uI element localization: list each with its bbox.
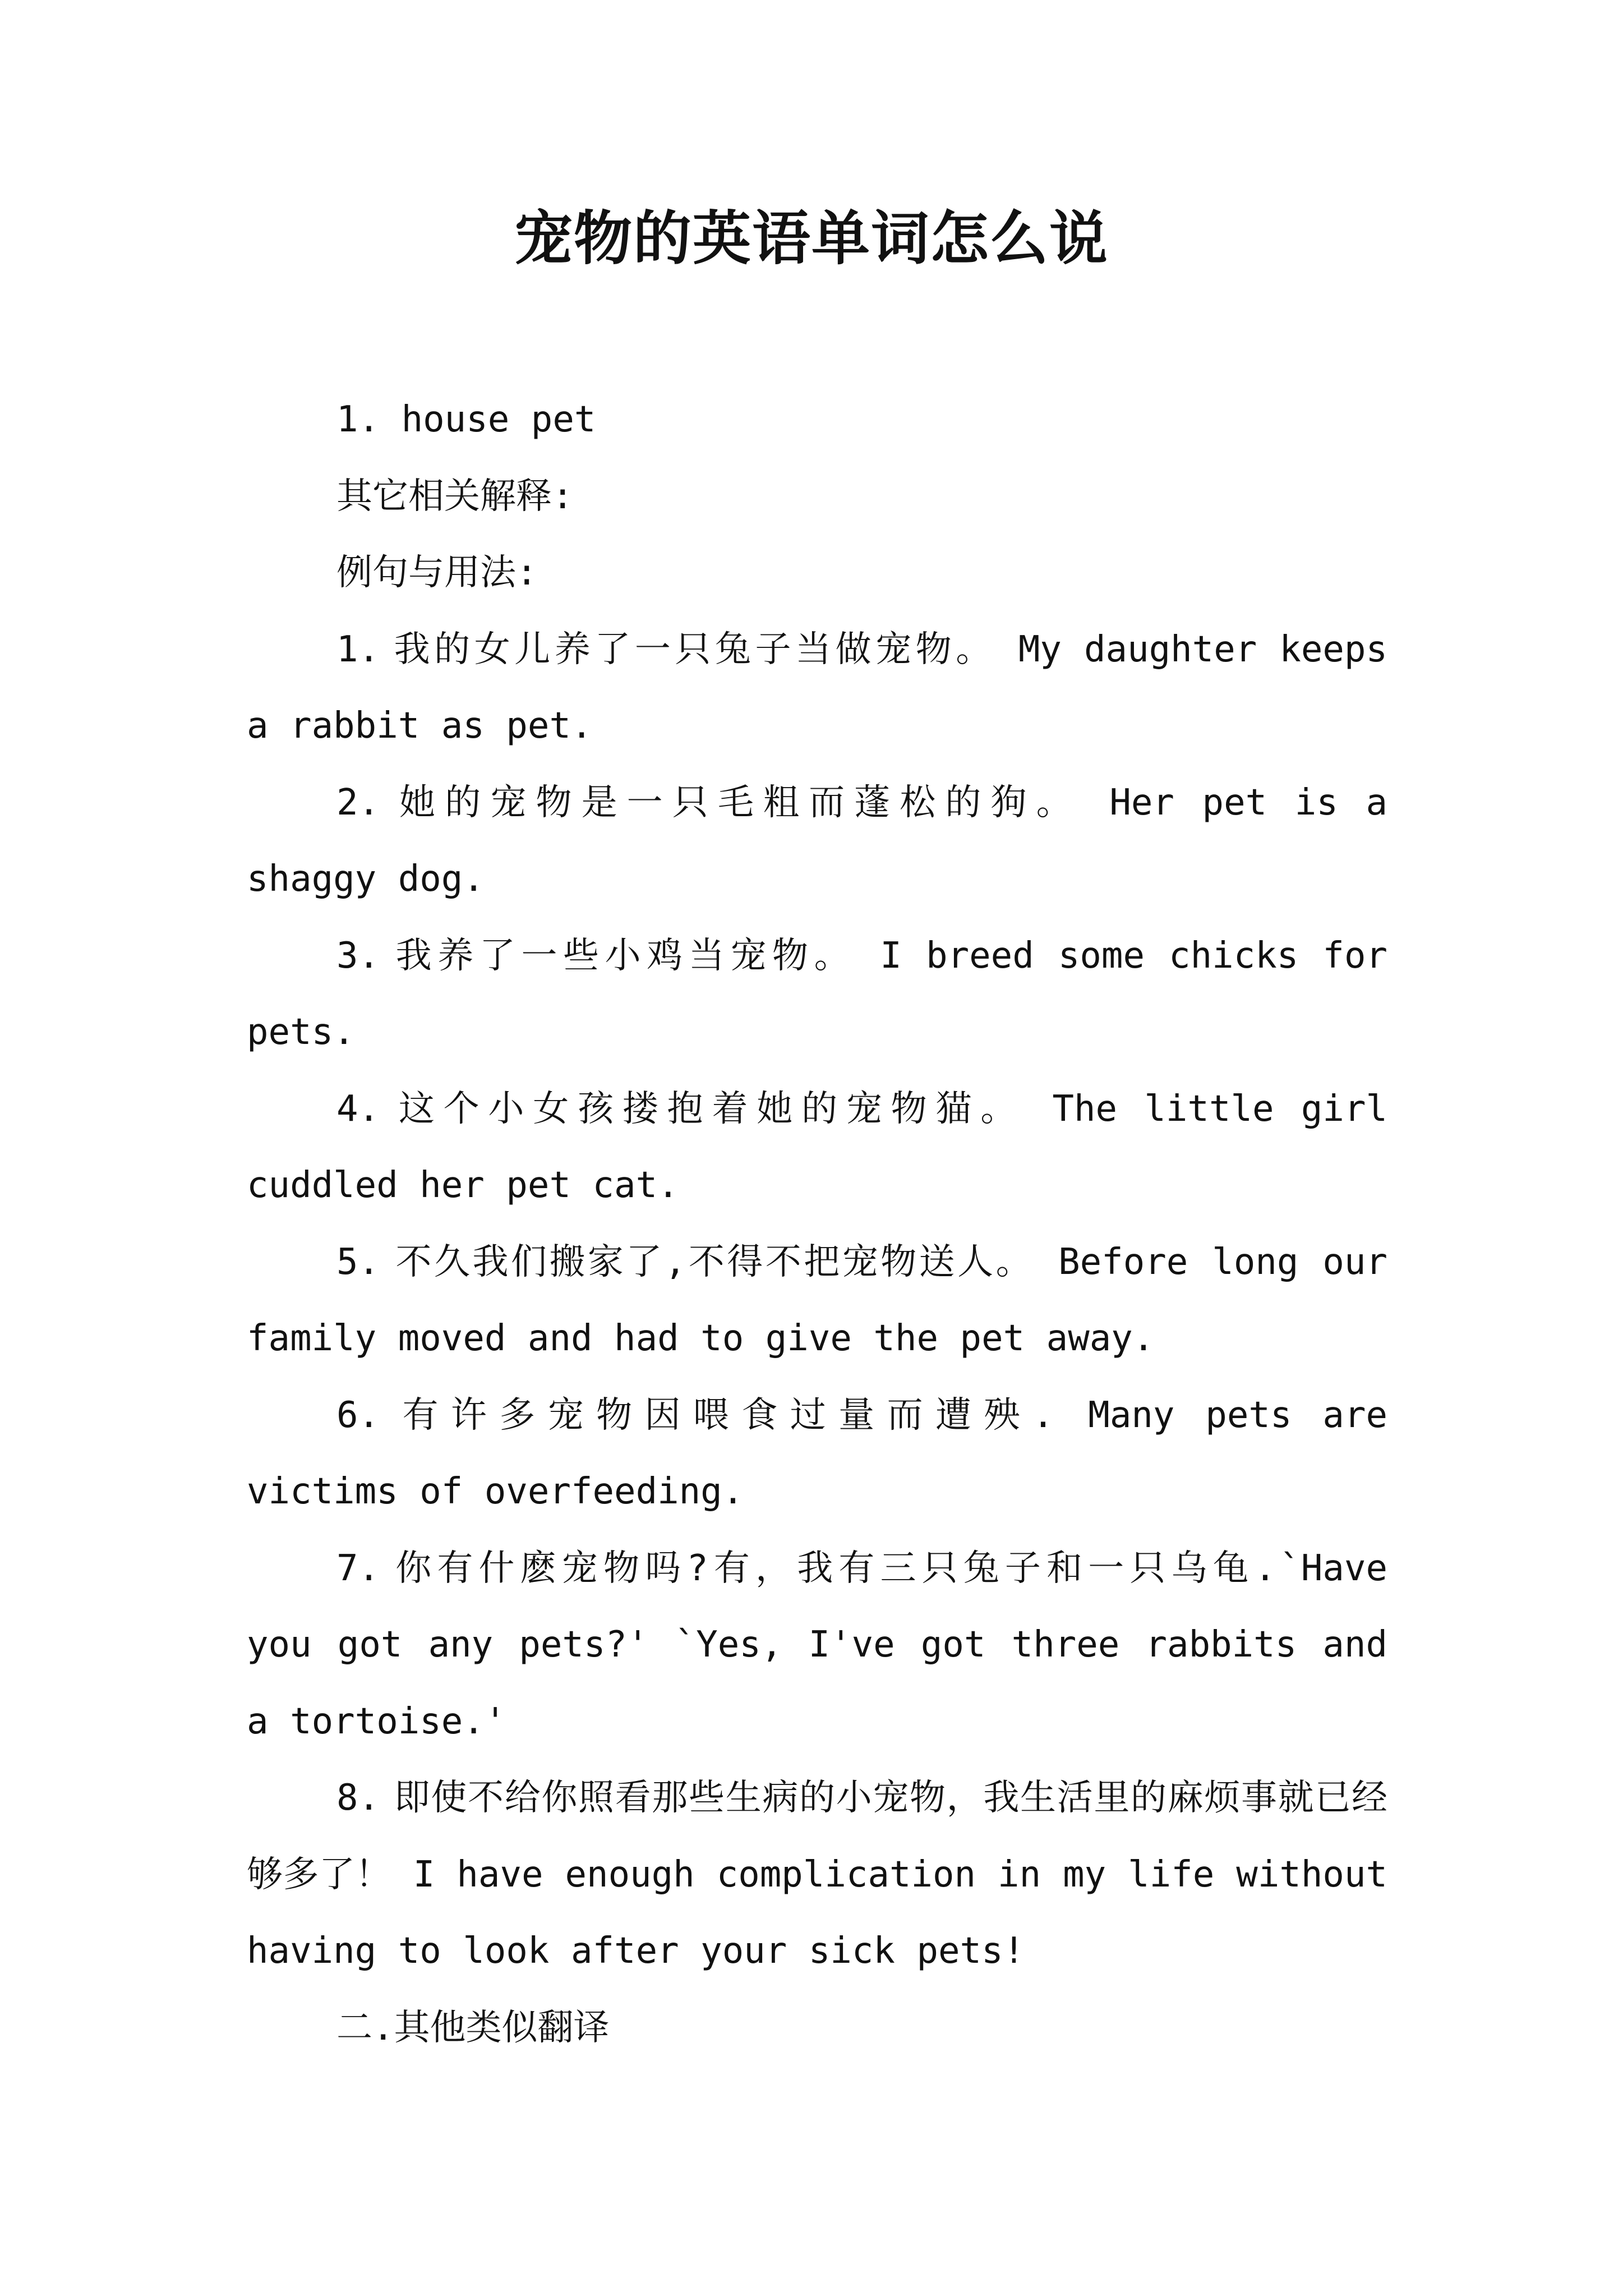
example-chinese: 有许多宠物因喂食过量而遭殃. — [393, 1394, 1058, 1436]
example-sentence — [247, 765, 1387, 918]
example-number: 7. — [336, 1547, 380, 1589]
example-number: 3. — [336, 935, 380, 977]
example-sentence — [247, 1530, 1387, 1760]
example-number: 6. — [336, 1394, 380, 1436]
example-sentence — [247, 1377, 1387, 1530]
example-number: 8. — [336, 1777, 380, 1819]
entry-heading: 1. house pet — [336, 399, 596, 440]
example-sentence — [247, 1071, 1387, 1224]
example-sentence — [247, 1760, 1387, 1990]
example-english: I have enough complication in my life without having to look after your sick pets! — [247, 1853, 1388, 1972]
example-chinese: 我的女儿养了一只兔子当做宠物。 — [393, 628, 996, 670]
example-english: Her pet is a shaggy dog. — [247, 781, 1388, 900]
example-number: 4. — [336, 1088, 380, 1130]
section-heading: 二.其他类似翻译 — [336, 2007, 610, 2049]
example-chinese: 即使不给你照看那些生病的小宠物，我生活里的麻烦事就已经够多了！ — [247, 1777, 1387, 1895]
example-english: Before long our family moved and had to give the pet away. — [247, 1241, 1388, 1359]
other-explanations-label: 其它相关解释: — [336, 475, 574, 517]
example-number: 1. — [336, 628, 380, 670]
example-english: The little girl cuddled her pet cat. — [247, 1088, 1388, 1206]
example-sentence — [247, 918, 1387, 1071]
example-chinese: 不久我们搬家了,不得不把宠物送人。 — [393, 1241, 1035, 1283]
example-chinese: 我养了一些小鸡当宠物。 — [393, 935, 856, 977]
example-english: Many pets are victims of overfeeding. — [247, 1394, 1388, 1512]
example-number: 5. — [336, 1241, 380, 1283]
example-sentence — [247, 611, 1387, 765]
example-english: `Have you got any pets?' `Yes, I've got three rabbits and a tortoise.' — [247, 1547, 1387, 1742]
example-number: 2. — [336, 781, 380, 823]
example-chinese: 她的宠物是一只毛粗而蓬松的狗。 — [393, 781, 1082, 823]
example-english: I breed some chicks for pets. — [247, 935, 1388, 1053]
example-chinese: 这个小女孩搂抱着她的宠物猫。 — [393, 1088, 1026, 1130]
example-english: My daughter keeps a rabbit as pet. — [247, 628, 1388, 747]
examples-label: 例句与用法: — [336, 552, 538, 593]
example-chinese: 你有什麽宠物吗?有，我有三只兔子和一只乌龟. — [393, 1547, 1280, 1589]
page-title: 宠物的英语单词怎么说 — [514, 204, 1109, 273]
example-sentence — [247, 1224, 1387, 1377]
document-body — [247, 381, 1387, 2066]
